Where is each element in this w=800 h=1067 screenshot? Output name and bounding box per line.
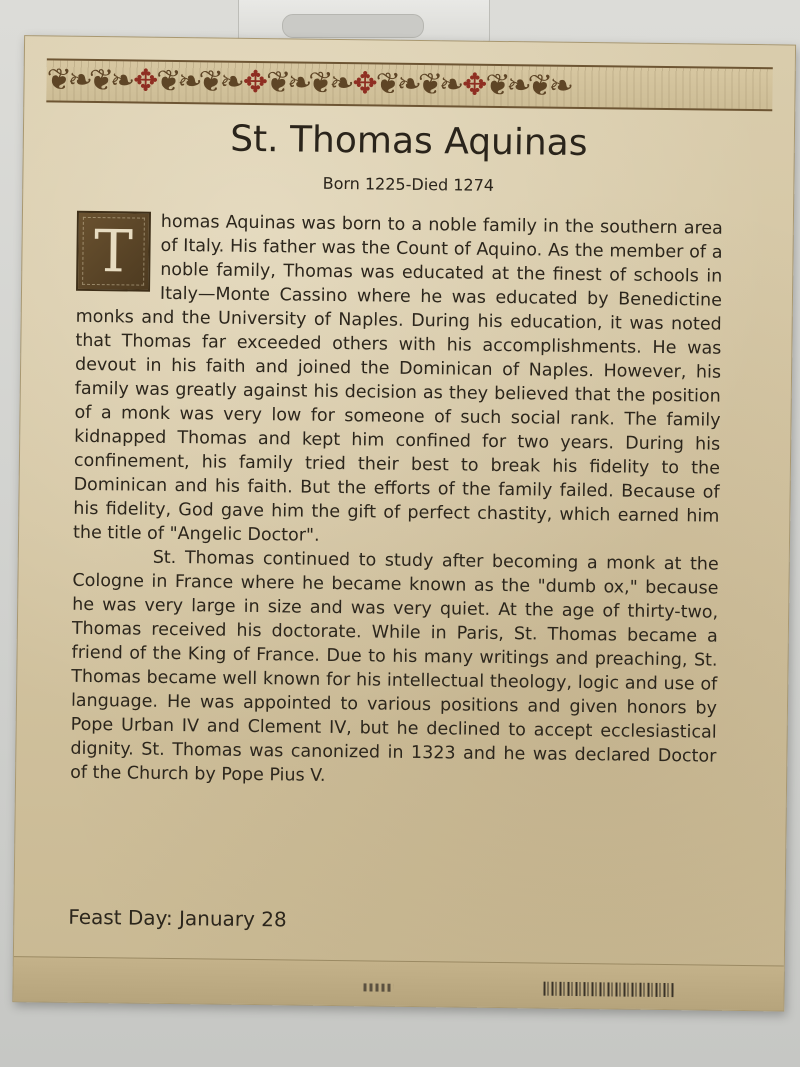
- biography-paragraph-2: St. Thomas continued to study after becoming a monk at the Cologne in France where he became known as the "dumb ox," because he was very large in size and was very quiet. At the age of thirty-two, Thomas received his doctorate. While in Paris, St. Thomas became a friend of the King of France. Due to his many writings and preaching, St. Thomas became well known for his intellectual theology, logic and use of language. He was appointed to various positions and given honors by Pope Urban IV and Clement IV, but he declined to accept ecclesiastical dignity. St. Thomas was canonized in 1323 and he was declared Doctor of the Church by Pope Pius V.: [70, 547, 719, 786]
- biography-paragraph-1: homas Aquinas was born to a noble family in the southern area of Italy. His father was the Count of Aquino. As the member of a noble family, Thomas was educated at the finest of schools in Italy—Monte Cassino where he was educated by Benedictine monks and the University of Naples. During his education, it was noted that Thomas far exceeded others with his accomplishments. He was devout in his faith and joined the Dominican of Naples. However, his family was greatly against his decision as they believed that the position of a monk was very low for someone of such social rank. The family kidnapped Thomas and kept him confined for two years. During his confinement, his family tried their best to break his fidelity to the Dominican and his faith. But the efforts of the family failed. Because of his fidelity, God gave him the gift of perfect chastity, which earned him the title of "Angelic Doctor".: [72, 211, 723, 546]
- knot-ornament-icon: ✥: [132, 63, 155, 99]
- knot-ornament-icon: ✥: [352, 66, 374, 102]
- feast-day: Feast Day: January 28: [68, 904, 287, 932]
- saint-dates: Born 1225-Died 1274: [322, 173, 495, 195]
- knot-ornament-icon: ❦❧❦❧: [156, 63, 242, 100]
- box-bottom-flap: [13, 956, 783, 1010]
- dropcap-illumination: [76, 211, 151, 292]
- celtic-knot-border: [46, 58, 772, 111]
- dropcap-letter: T: [93, 217, 134, 286]
- knot-ornament-icon: ✥: [242, 64, 265, 101]
- knot-ornament-icon: ❦❧❦❧: [46, 62, 132, 99]
- knot-ornament-icon: ✥: [461, 67, 484, 103]
- hang-hole: [282, 14, 424, 38]
- knot-ornament-icon: ❦❧❦❧: [375, 66, 461, 103]
- saint-title: St. Thomas Aquinas: [229, 118, 588, 165]
- biography-text: [70, 209, 723, 793]
- flap-mark: [363, 983, 393, 991]
- knot-ornament-icon: ❦❧❦❧: [485, 67, 571, 104]
- barcode: [543, 982, 673, 998]
- knot-ornament-icon: ❦❧❦❧: [265, 65, 351, 102]
- prayer-card-box: [12, 35, 796, 1011]
